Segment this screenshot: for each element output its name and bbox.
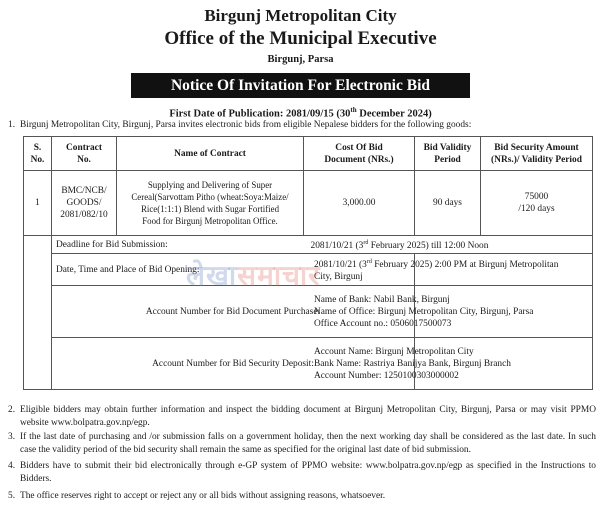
office-location: Birgunj, Parsa [267, 54, 334, 65]
table-header-row [24, 137, 593, 171]
col-contract-no: Contract No. [52, 137, 117, 171]
cell-contract-name: Supplying and Delivering of Super Cereal(Sarvottam Pitho (wheat:Soya:Maize/ Rice(1:1:1) Blend with Sugar Fortified Food for Birgunj Metropolitan Office. [117, 171, 304, 236]
org-name: Birgunj Metropolitan City [204, 6, 397, 25]
col-validity: Bid Validity Period [415, 137, 481, 171]
purchase-account-value: Name of Bank: Nabil Bank, Birgunj Name of Office: Birgunj Metropolitan City, Birgunj, Parsa Office Account no.: 0506017500073 [415, 286, 593, 338]
security-account-value: Account Name: Birgunj Metropolitan City Bank Name: Rastriya Banijya Bank, Birgunj Branch Account Number: 1250100303000002 [415, 338, 593, 390]
col-security: Bid Security Amount (NRs.)/ Validity Period [481, 137, 593, 171]
deadline-value: 2081/10/21 (3rd February 2025) till 12:00 Noon [415, 236, 593, 254]
notice-item-3: 3. If the last date of purchasing and /or submission falls on a government holiday, then the next working day shall be considered as the last date. In such case the validity period of the bid security shall remain the same as specified for the original last date of bid submission. [8, 432, 596, 456]
security-account-label: Account Number for Bid Security Deposit: [52, 338, 415, 390]
publication-date: First Date of Publication: 2081/09/15 (30th December 2024) [169, 106, 432, 120]
notice-item-4: 4. Bidders have to submit their bid electronically through e-GP system of PPMO website: www.bolpatra.gov.np/egp as specified in the Instructions to Bidders. [8, 461, 596, 485]
cell-validity: 90 days [415, 171, 481, 236]
notice-item-2: 2. Eligible bidders may obtain further information and inspect the bidding document at Birgunj Metropolitan City, Birgunj, Parsa or may visit PPMO website www.bolpatra.gov.np/egp. [8, 405, 596, 429]
cell-security: 75000 /120 days [481, 171, 593, 236]
cell-contract-no: BMC/NCB/ GOODS/ 2081/082/10 [52, 171, 117, 236]
opening-value: 2081/10/21 (3rd February 2025) 2:00 PM at Birgunj Metropolitan City, Birgunj [415, 254, 593, 286]
bid-table [23, 136, 593, 390]
table-row [24, 171, 593, 236]
table-row [24, 254, 593, 286]
table-row [24, 286, 593, 338]
table-row [24, 338, 593, 390]
table-row [24, 236, 593, 254]
opening-label: Date, Time and Place of Bid Opening: [52, 254, 415, 286]
purchase-account-label: Account Number for Bid Document Purchase: [52, 286, 415, 338]
notice-title: Notice Of Invitation For Electronic Bid [131, 73, 470, 98]
deadline-label: Deadline for Bid Submission: [52, 236, 415, 254]
col-sno: S. No. [24, 137, 52, 171]
col-cost: Cost Of Bid Document (NRs.) [304, 137, 415, 171]
notice-item-1: 1. Birgunj Metropolitan City, Birgunj, Parsa invites electronic bids from eligible Nepalese bidders for the following goods: [8, 120, 472, 130]
cell-sno: 1 [24, 171, 52, 236]
cell-cost: 3,000.00 [304, 171, 415, 236]
office-name: Office of the Municipal Executive [164, 28, 437, 49]
notice-item-5: 5. The office reserves right to accept or reject any or all bids without assigning reasons, whatsoever. [8, 491, 386, 501]
col-contract-name: Name of Contract [117, 137, 304, 171]
watermark-logo: लेखासमाचार [186, 259, 321, 292]
